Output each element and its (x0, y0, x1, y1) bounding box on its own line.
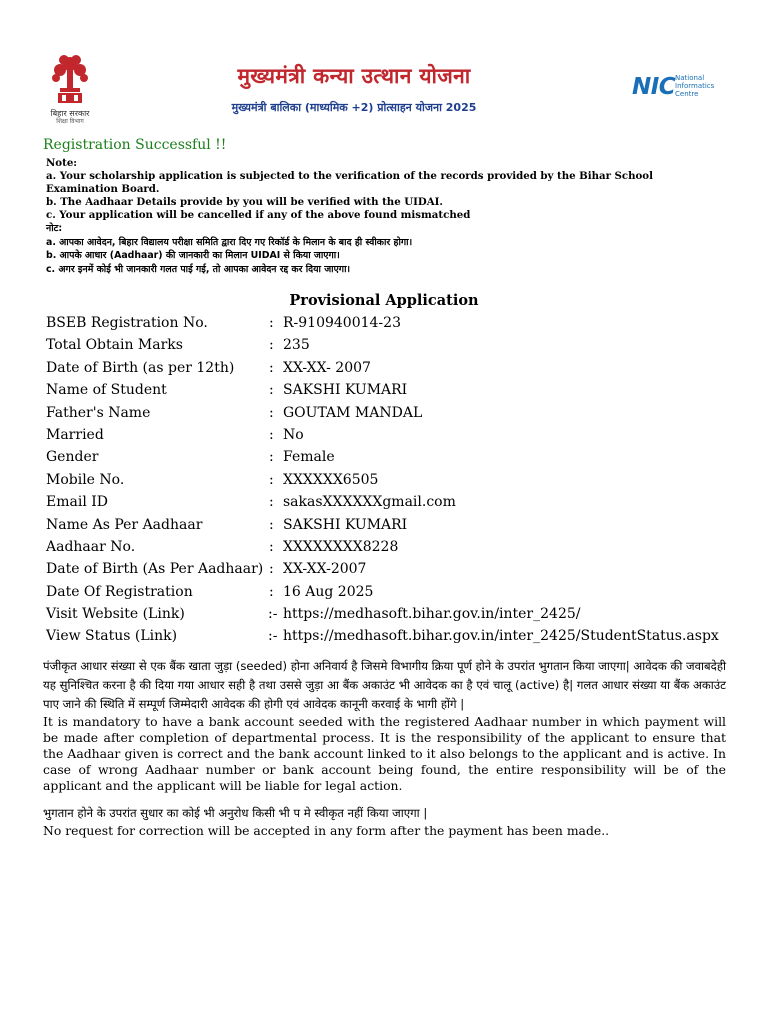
detail-label: Gender (46, 449, 99, 466)
bodhi-tree-emblem-icon (50, 52, 90, 108)
nic-mark: NIC (632, 74, 676, 100)
emblem-govt-label: बिहार सरकार (50, 109, 90, 118)
detail-value: No (283, 426, 304, 443)
disclaimer-para2-english: No request for correction will be accepted in any form after the payment has been made.. (43, 823, 610, 838)
detail-label: Mobile No. (46, 471, 125, 488)
nic-line-1: National (675, 74, 705, 82)
bihar-govt-emblem (44, 52, 96, 132)
detail-row-mobile (46, 469, 746, 491)
scheme-subtitle: मुख्यमंत्री बालिका (माध्यमिक +2) प्रोत्साहन योजना 2025 (231, 101, 477, 114)
detail-row-dob-12th (46, 357, 746, 379)
detail-value: sakasXXXXXXgmail.com (283, 494, 456, 511)
detail-value: 16 Aug 2025 (283, 583, 374, 600)
detail-label: Date of Birth (as per 12th) (46, 359, 235, 376)
note-heading-en: Note: (46, 157, 78, 169)
detail-label: BSEB Registration No. (46, 315, 208, 331)
detail-row-father-name (46, 402, 746, 424)
emblem-dept-label: शिक्षा विभाग (56, 118, 84, 125)
detail-label: Aadhaar No. (46, 538, 136, 555)
detail-label: Visit Website (Link) (46, 606, 185, 623)
detail-value: XXXXXXXX8228 (283, 538, 399, 555)
detail-separator: :- (268, 628, 278, 645)
detail-row-gender (46, 446, 746, 468)
nic-line-2: Informatics (675, 82, 715, 90)
detail-separator: : (269, 337, 274, 354)
note-a-en: a. Your scholarship application is subjected to the verification of the records provided by the Bihar School Examination Board. (46, 170, 653, 195)
disclaimer-para1-hindi: पंजीकृत आधार संख्या से एक बैंक खाता जुड़ा (seeded) होना अनिवार्य है जिसमे विभागीय क्रिया पूर्ण होने के उपरांत भुगतान किया जाएगा| आवेदक की जवाबदेही यह सुनिश्चित करना है की दिया गया आधार सही है तथा उससे जुड़ा आ बैंक अकाउंट भी आवेदक का है एवं चालू (active) है| गलत आधार संख्या या बैंक अकाउंट पाए जाने की स्थिति में सम्पूर्ण जिम्मेदारी आवेदक की होगी एवं आवेदक कानूनी करवाई के भागी होंगे | (43, 659, 726, 711)
detail-row-married (46, 424, 746, 446)
page-header (44, 44, 724, 136)
detail-separator: : (269, 516, 274, 533)
detail-row-dob-aadhaar (46, 558, 746, 580)
nic-text (675, 74, 714, 98)
detail-label: Married (46, 426, 104, 443)
detail-separator: : (269, 404, 274, 421)
detail-value: XX-XX- 2007 (283, 359, 371, 376)
detail-label: Name of Student (46, 382, 167, 399)
detail-label: Name As Per Aadhaar (46, 516, 203, 533)
note-b-en: b. The Aadhaar Details provide by you will be verified with the UIDAI. (46, 196, 443, 208)
note-c-en: c. Your application will be cancelled if any of the above found mismatched (46, 209, 471, 221)
provisional-application-title: Provisional Application (289, 292, 479, 309)
note-c-hi: c. अगर इनमें कोई भी जानकारी गलत पाई गई, तो आपका आवेदन रद्द कर दिया जाएगा। (46, 263, 351, 275)
application-details (46, 312, 746, 648)
detail-row-view-status (46, 625, 746, 647)
detail-row-student-name (46, 379, 746, 401)
detail-label: Date of Birth (As Per Aadhaar) (46, 561, 264, 578)
detail-separator: : (269, 315, 274, 331)
registration-status: Registration Successful !! (43, 137, 227, 153)
detail-separator: : (269, 382, 274, 399)
disclaimer-para1-english: It is mandatory to have a bank account seeded with the registered Aadhaar number in which payment will be made after completion of departmental process. It is the responsibility of the applicant to ensure that the Aadhaar given is correct and the bank account linked to it also belongs to the applicant and is active. In case of wrong Aadhaar number or bank account being found, the entire responsibility will be of the applicant and the applicant will be liable for legal action. (43, 714, 726, 793)
detail-value: 235 (283, 337, 310, 354)
detail-label: Father's Name (46, 404, 151, 421)
nic-line-3: Centre (675, 90, 699, 98)
detail-row-aadhaar-name (46, 514, 746, 536)
detail-row-total-marks (46, 334, 746, 356)
detail-separator: : (269, 494, 274, 511)
notes-section (46, 157, 726, 276)
detail-label: Total Obtain Marks (46, 337, 183, 354)
detail-separator: : (269, 449, 274, 466)
disclaimer-para2-hindi: भुगतान होने के उपरांत सुधार का कोई भी अनुरोध किसी भी प मे स्वीकृत नहीं किया जाएगा | (43, 806, 428, 820)
detail-separator: : (269, 583, 274, 600)
detail-value: GOUTAM MANDAL (283, 404, 423, 421)
note-b-hi: b. आपके आधार (Aadhaar) की जानकारी का मिलान UIDAI से किया जाएगा। (46, 250, 340, 261)
scheme-title-block (204, 62, 504, 115)
detail-separator: : (269, 561, 274, 578)
visit-website-link[interactable]: https://medhasoft.bihar.gov.in/inter_2425/ (283, 606, 581, 623)
detail-row-registration-date (46, 581, 746, 603)
detail-row-aadhaar-no (46, 536, 746, 558)
detail-row-email (46, 491, 746, 513)
detail-label: View Status (Link) (46, 628, 178, 645)
detail-row-visit-website (46, 603, 746, 625)
note-heading-hi: नोट: (46, 223, 63, 234)
detail-label: Date Of Registration (46, 583, 193, 600)
note-a-hi: a. आपका आवेदन, बिहार विद्यालय परीक्षा समिति द्वारा दिए गए रिकॉर्ड के मिलान के बाद ही स्वीकार होगा। (46, 236, 413, 248)
detail-value: SAKSHI KUMARI (283, 382, 408, 399)
nic-logo (632, 70, 724, 110)
detail-separator: :- (268, 606, 278, 623)
detail-value: XXXXXX6505 (283, 471, 379, 488)
view-status-link[interactable]: https://medhasoft.bihar.gov.in/inter_2425/StudentStatus.aspx (283, 628, 719, 645)
detail-separator: : (269, 471, 274, 488)
scheme-title: मुख्यमंत्री कन्या उत्थान योजना (237, 64, 471, 88)
disclaimer-section (43, 657, 726, 839)
detail-value: XX-XX-2007 (283, 561, 367, 578)
detail-value: SAKSHI KUMARI (283, 516, 408, 533)
detail-separator: : (269, 538, 274, 555)
detail-separator: : (269, 359, 274, 376)
detail-value: Female (283, 449, 335, 466)
detail-row-bseb-registration (46, 312, 746, 334)
detail-separator: : (269, 426, 274, 443)
detail-label: Email ID (46, 494, 109, 511)
detail-value: R-910940014-23 (283, 315, 401, 331)
